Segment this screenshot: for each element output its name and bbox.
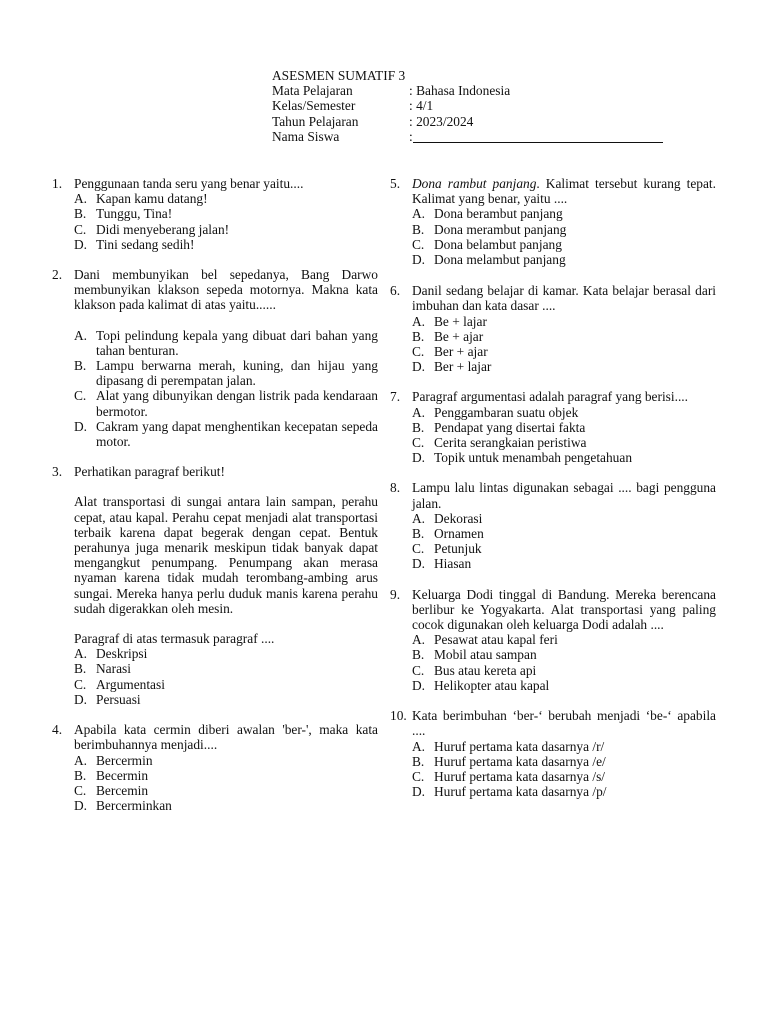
question-text: Dani membunyikan bel sepedanya, Bang Darwo membunyikan klakson sepeda motornya. Makna kata klakson pada kalimat di atas yaitu...... — [74, 267, 378, 313]
option-c[interactable] — [412, 769, 716, 784]
option-letter: B. — [74, 358, 87, 374]
option-text: Bercermin — [96, 752, 153, 768]
option-letter: D. — [74, 418, 88, 434]
option-letter: C. — [412, 541, 425, 557]
header-label: Nama Siswa — [272, 128, 340, 144]
option-a[interactable] — [412, 511, 716, 526]
header-label: Kelas/Semester — [272, 98, 356, 114]
option-letter: B. — [412, 419, 425, 435]
option-b[interactable] — [412, 526, 716, 541]
option-d[interactable] — [412, 784, 716, 799]
option-letter: A. — [412, 738, 426, 754]
question-text: Kata berimbuhan ‘ber-‘ berubah menjadi ‘be-‘ apabila .... — [412, 708, 716, 739]
option-text: Topi pelindung kepala yang dibuat dari bahan yang tahan benturan. — [96, 327, 378, 358]
option-text: Dona belambut panjang — [434, 236, 562, 252]
option-letter: A. — [412, 313, 426, 329]
question-7 — [390, 389, 716, 465]
option-text: Dona merambut panjang — [434, 221, 567, 237]
question-9 — [390, 587, 716, 693]
option-c[interactable] — [412, 237, 716, 252]
option-text: Tunggu, Tina! — [96, 206, 173, 222]
option-letter: B. — [412, 328, 425, 344]
option-letter: B. — [412, 526, 425, 542]
option-text: Huruf pertama kata dasarnya /p/ — [434, 784, 607, 800]
option-text: Didi menyeberang jalan! — [96, 221, 230, 237]
question-text — [412, 176, 716, 206]
option-letter: A. — [412, 632, 426, 648]
option-text: Hiasan — [434, 556, 472, 572]
option-letter: C. — [412, 236, 425, 252]
header-value: : 4/1 — [409, 98, 434, 114]
option-letter: B. — [74, 661, 87, 677]
option-b[interactable] — [74, 768, 378, 783]
question-text: Paragraf argumentasi adalah paragraf yang berisi.... — [412, 389, 688, 405]
question-prompt: Paragraf di atas termasuk paragraf .... — [74, 631, 275, 647]
student-name-blank[interactable] — [413, 129, 663, 143]
option-letter: C. — [412, 435, 425, 451]
option-d[interactable] — [412, 678, 716, 693]
option-letter: B. — [74, 767, 87, 783]
header-row-year — [272, 114, 663, 129]
header-value: : 2023/2024 — [409, 113, 474, 129]
header-row-name — [272, 129, 663, 144]
option-c[interactable] — [412, 663, 716, 678]
option-letter: A. — [74, 646, 88, 662]
option-a[interactable] — [412, 314, 716, 329]
option-a[interactable] — [412, 739, 716, 754]
option-letter: D. — [412, 784, 426, 800]
option-d[interactable] — [412, 359, 716, 374]
option-text: Bercerminkan — [96, 798, 172, 814]
question-text: Perhatikan paragraf berikut! — [74, 464, 225, 480]
option-text: Deskripsi — [96, 646, 148, 662]
question-number: 4. — [52, 722, 63, 738]
option-b[interactable] — [74, 358, 378, 388]
italic-sentence: Dona rambut panjang — [412, 176, 537, 191]
option-text: Huruf pertama kata dasarnya /s/ — [434, 768, 606, 784]
option-letter: A. — [412, 206, 426, 222]
option-text: Ornamen — [434, 526, 484, 542]
option-b[interactable] — [412, 329, 716, 344]
option-letter: D. — [412, 450, 426, 466]
option-d[interactable] — [412, 556, 716, 571]
option-letter: B. — [412, 221, 425, 237]
option-letter: B. — [412, 647, 425, 663]
question-text-rest: . Kalimat tersebut kurang tepat. Kalimat yang benar, yaitu .... — [412, 176, 716, 207]
option-letter: D. — [412, 556, 426, 572]
option-text: Argumentasi — [96, 676, 165, 692]
option-c[interactable] — [74, 222, 378, 237]
question-5 — [390, 176, 716, 267]
option-text: Pendapat yang disertai fakta — [434, 419, 586, 435]
option-letter: C. — [412, 662, 425, 678]
question-number: 3. — [52, 464, 63, 480]
option-letter: D. — [74, 236, 88, 252]
option-b[interactable] — [74, 206, 378, 221]
option-text: Dona berambut panjang — [434, 206, 563, 222]
option-text: Mobil atau sampan — [434, 647, 537, 663]
option-c[interactable] — [74, 783, 378, 798]
option-text: Tini sedang sedih! — [96, 236, 195, 252]
option-d[interactable] — [412, 450, 716, 465]
question-4 — [52, 722, 378, 813]
option-text: Alat yang dibunyikan dengan listrik pada kendaraan bermotor. — [96, 388, 378, 419]
option-letter: A. — [412, 404, 426, 420]
option-text: Persuasi — [96, 691, 141, 707]
option-letter: C. — [412, 768, 425, 784]
question-10 — [390, 708, 716, 799]
question-text: Lampu lalu lintas digunakan sebagai .... bagi pengguna jalan. — [412, 480, 716, 511]
option-text: Topik untuk menambah pengetahuan — [434, 450, 633, 466]
option-text: Petunjuk — [434, 541, 482, 557]
option-d[interactable] — [74, 419, 378, 449]
option-letter: C. — [74, 221, 87, 237]
option-letter: B. — [412, 753, 425, 769]
option-text: Lampu berwarna merah, kuning, dan hijau yang dipasang di perempatan jalan. — [96, 358, 378, 389]
option-letter: C. — [74, 676, 87, 692]
option-d[interactable] — [74, 692, 378, 707]
option-d[interactable] — [412, 252, 716, 267]
option-b[interactable] — [412, 420, 716, 435]
exam-title: ASESMEN SUMATIF 3 — [272, 68, 406, 83]
option-d[interactable] — [74, 237, 378, 252]
question-text: Apabila kata cermin diberi awalan 'ber-', maka kata berimbuhannya menjadi.... — [74, 722, 378, 753]
option-b[interactable] — [412, 222, 716, 237]
question-text: Danil sedang belajar di kamar. Kata belajar berasal dari imbuhan dan kata dasar .... — [412, 283, 716, 314]
header-value: : Bahasa Indonesia — [409, 83, 511, 99]
question-1 — [52, 176, 378, 252]
option-b[interactable] — [412, 647, 716, 662]
option-text: Bus atau kereta api — [434, 662, 537, 678]
option-a[interactable] — [74, 753, 378, 768]
option-text: Kapan kamu datang! — [96, 191, 208, 207]
option-c[interactable] — [412, 541, 716, 556]
option-text: Becermin — [96, 767, 149, 783]
option-text: Huruf pertama kata dasarnya /e/ — [434, 753, 606, 769]
header-value: : — [409, 128, 413, 144]
option-letter: D. — [412, 252, 426, 268]
option-b[interactable] — [74, 661, 378, 676]
option-letter: D. — [74, 691, 88, 707]
option-text: Ber + lajar — [434, 359, 492, 375]
option-letter: A. — [74, 752, 88, 768]
question-number: 10. — [390, 708, 407, 724]
question-number: 9. — [390, 586, 401, 602]
header-label: Tahun Pelajaran — [272, 113, 359, 129]
option-c[interactable] — [412, 344, 716, 359]
option-letter: A. — [74, 327, 88, 343]
header-label: Mata Pelajaran — [272, 83, 353, 99]
question-number: 8. — [390, 480, 401, 496]
question-number: 1. — [52, 176, 63, 191]
question-2 — [52, 267, 378, 449]
option-text: Huruf pertama kata dasarnya /r/ — [434, 738, 605, 754]
option-letter: A. — [412, 510, 426, 526]
header-row-class — [272, 98, 663, 113]
question-text: Penggunaan tanda seru yang benar yaitu.... — [74, 176, 304, 191]
header-row-subject — [272, 83, 663, 98]
question-number: 2. — [52, 267, 63, 283]
option-c[interactable] — [74, 388, 378, 418]
option-letter: C. — [74, 782, 87, 798]
question-6 — [390, 283, 716, 374]
option-text: Cakram yang dapat menghentikan kecepatan sepeda motor. — [96, 418, 378, 450]
option-text: Dona melambut panjang — [434, 252, 566, 268]
exam-header — [272, 68, 663, 144]
option-a[interactable] — [74, 191, 378, 206]
option-text: Penggambaran suatu objek — [434, 404, 579, 420]
option-letter: D. — [74, 798, 88, 814]
option-letter: A. — [74, 191, 88, 207]
question-number: 5. — [390, 176, 401, 191]
option-text: Ber + ajar — [434, 344, 488, 360]
option-letter: C. — [74, 388, 87, 404]
option-letter: D. — [412, 359, 426, 375]
right-column — [390, 176, 716, 799]
option-a[interactable] — [412, 405, 716, 420]
option-c[interactable] — [74, 677, 378, 692]
left-column — [52, 176, 378, 813]
question-number: 7. — [390, 389, 401, 405]
option-letter: D. — [412, 677, 426, 693]
option-a[interactable] — [74, 646, 378, 661]
option-letter: C. — [412, 344, 425, 360]
option-text: Cerita serangkaian peristiwa — [434, 435, 587, 451]
question-number: 6. — [390, 283, 401, 299]
option-text: Narasi — [96, 661, 131, 677]
option-letter: B. — [74, 206, 87, 222]
option-a[interactable] — [74, 328, 378, 358]
option-a[interactable] — [412, 206, 716, 221]
option-text: Helikopter atau kapal — [434, 677, 550, 693]
option-c[interactable] — [412, 435, 716, 450]
option-d[interactable] — [74, 798, 378, 813]
option-b[interactable] — [412, 754, 716, 769]
option-text: Be + lajar — [434, 313, 487, 329]
reading-passage: Alat transportasi di sungai antara lain sampan, perahu cepat, atau kapal. Perahu cepat menjadi alat transportasi terbaik karena dapat begerak dengan cepat. Bentuk perahunya juga menarik meskipun tidak banyak dapat mengangkut penumpang. Penumpang akan merasa nyaman karena tidak mudah terombang-ambing arus sungai. Mereka hanya perlu duduk manis karena perahu sudah digerakkan oleh mesin. — [74, 494, 378, 616]
question-text: Keluarga Dodi tinggal di Bandung. Mereka berencana berlibur ke Yogyakarta. Alat transportasi yang paling cocok digunakan oleh keluarga Dodi adalah .... — [412, 586, 716, 633]
question-3 — [52, 464, 378, 707]
option-text: Pesawat atau kapal feri — [434, 632, 558, 648]
question-8 — [390, 480, 716, 571]
option-text: Dekorasi — [434, 510, 483, 526]
option-text: Bercemin — [96, 782, 149, 798]
option-text: Be + ajar — [434, 328, 484, 344]
option-a[interactable] — [412, 632, 716, 647]
